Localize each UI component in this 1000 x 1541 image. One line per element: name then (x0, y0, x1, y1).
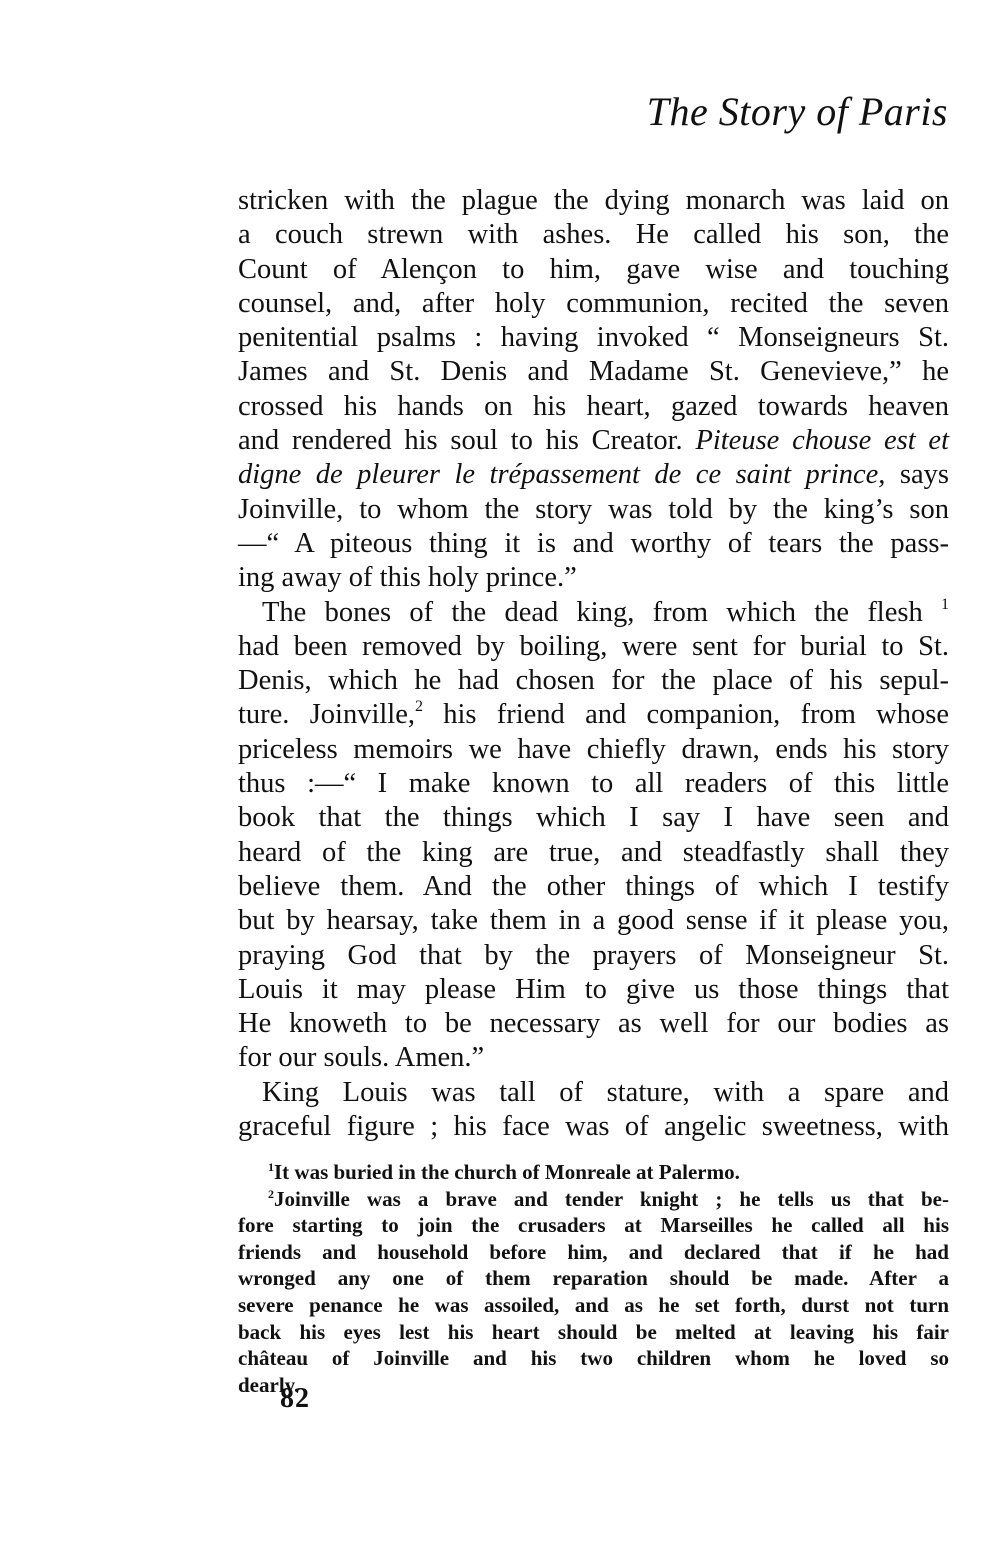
footnote-line: fore starting to join the crusaders at Marseilles he called all his (238, 1213, 949, 1238)
text-line: crossed his hands on his heart, gazed towards heaven (238, 390, 949, 422)
footnote-line: severe penance he was assoiled, and as he set forth, durst not turn (238, 1292, 949, 1317)
text-line: penitential psalms : having invoked “ Monseigneurs St. (238, 322, 949, 354)
text-line: a couch strewn with ashes. He called his son, the (238, 219, 949, 251)
text-line: ing away of this holy prince.” (238, 562, 577, 594)
text-line: Count of Alençon to him, gave wise and touching (238, 253, 949, 285)
text-line (238, 698, 949, 732)
text-line: for our souls. Amen.” (238, 1042, 485, 1074)
footnote-line: wronged any one of them reparation should be made. After a (238, 1266, 949, 1291)
footnote-line: château of Joinville and his two children whom he loved so (238, 1346, 949, 1371)
paragraph-1 (238, 184, 949, 596)
paragraph-2 (238, 596, 949, 1076)
text-line: priceless memoirs we have chiefly drawn, ends his story (238, 733, 949, 765)
footnote-line: back his eyes lest his heart should be melted at leaving his fair (238, 1319, 949, 1344)
text-line (238, 596, 949, 630)
text-line: Joinville, to whom the story was told by the king’s son (238, 493, 949, 525)
text-line: praying God that by the prayers of Monseigneur St. (238, 939, 949, 971)
footnote-marker: 1 (268, 1160, 274, 1174)
text-line: Louis it may please Him to give us those things that (238, 973, 949, 1005)
page-number: 82 (280, 1383, 310, 1414)
text-line: thus :—“ I make known to all readers of this little (238, 768, 949, 800)
footnote-line: dearly. (238, 1372, 300, 1397)
roman-text: ture. Joinville, (238, 699, 415, 731)
footnote-1 (238, 1159, 949, 1186)
text-line: James and St. Denis and Madame St. Genevieve,” he (238, 356, 949, 388)
text-line: book that the things which I say I have seen and (238, 802, 949, 834)
text-line (238, 424, 949, 458)
text-line: stricken with the plague the dying monarch was laid on (238, 185, 949, 216)
text-line (238, 458, 949, 492)
running-head: The Story of Paris (646, 89, 948, 134)
footnote-line: friends and household before him, and declared that if he had (238, 1239, 949, 1264)
text-line: —“ A piteous thing it is and worthy of tears the pass- (238, 527, 949, 559)
roman-text: says (885, 459, 950, 491)
footnote-marker: 2 (268, 1186, 274, 1201)
text-line: He knoweth to be necessary as well for our bodies as (238, 1008, 949, 1040)
paragraph-3 (238, 1076, 949, 1145)
roman-text: The bones of the dead king, from which the flesh (262, 596, 923, 628)
text-line: King Louis was tall of stature, with a spare and (262, 1076, 949, 1108)
footnote-line (238, 1159, 949, 1186)
footnote-2 (238, 1186, 949, 1399)
footnote-text: It was buried in the church of Monreale at Palermo. (274, 1160, 740, 1184)
text-line: believe them. And the other things of which I testify (238, 870, 949, 902)
footnote-line (238, 1186, 949, 1213)
text-line: counsel, and, after holy communion, recited the seven (238, 287, 949, 319)
text-line: graceful figure ; his face was of angelic sweetness, with (238, 1111, 949, 1143)
body-text (238, 184, 949, 1144)
text-line: heard of the king are true, and steadfastly shall they (238, 836, 949, 868)
text-line: but by hearsay, take them in a good sense if it please you, (238, 905, 949, 937)
footnotes (238, 1159, 949, 1398)
roman-text: and rendered his soul to his Creator. (238, 425, 683, 457)
footnote-ref-2[interactable]: 2 (414, 698, 423, 716)
text-line: Denis, which he had chosen for the place of his sepul- (238, 665, 949, 697)
footnote-ref-1[interactable]: 1 (941, 595, 950, 613)
text-line: had been removed by boiling, were sent for burial to St. (238, 630, 949, 662)
footnote-text: Joinville was a brave and tender knight ; he tells us that be- (274, 1186, 949, 1211)
french-quotation: digne de pleurer le trépassement de ce saint prince, (238, 459, 886, 491)
french-quotation: Piteuse chouse est et (695, 425, 949, 457)
roman-text: his friend and companion, from whose (422, 699, 949, 731)
